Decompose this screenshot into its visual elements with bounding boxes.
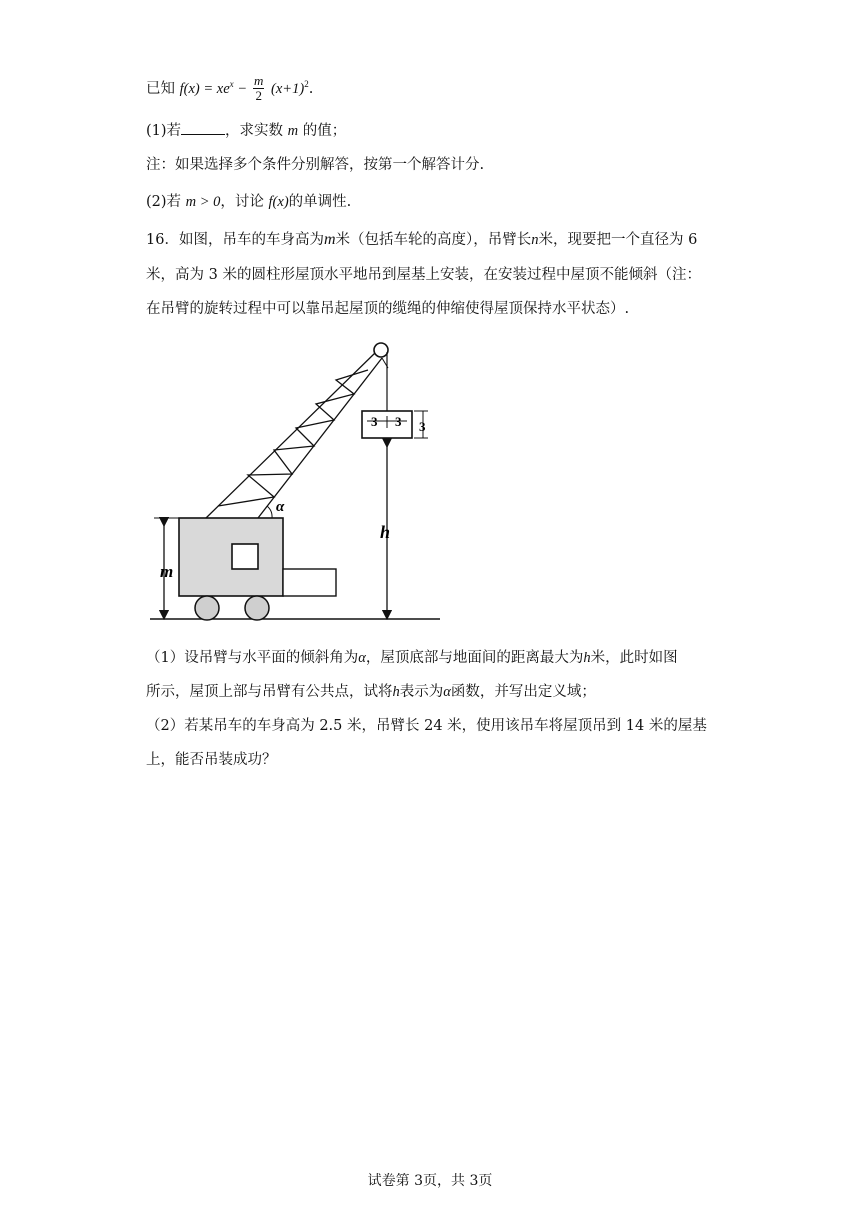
wheel-right [245, 596, 269, 620]
part2-end: 的单调性. [288, 194, 352, 210]
sub1-l2a: 所示，屋顶上部与吊臂有公共点，试将 [146, 684, 393, 700]
formula-minus: − [238, 80, 247, 97]
q15-note: 注：如果选择多个条件分别解答，按第一个解答计分. [146, 157, 485, 173]
part2-fx: f(x) [268, 194, 289, 210]
q16-line3: 在吊臂的旋转过程中可以靠吊起屋顶的缆绳的伸缩使得屋顶保持水平状态）. [146, 301, 630, 317]
page-footer: 试卷第 3页，共 3页 [367, 1173, 493, 1189]
sub1-h: h [583, 650, 591, 666]
sub1-b: ，屋顶底部与地面间的距离最大为 [365, 650, 584, 666]
formula-tail-sup: 2 [304, 79, 309, 89]
crane-window [232, 544, 258, 569]
answer-blank[interactable] [181, 120, 225, 135]
crane-bumper [283, 569, 336, 596]
frac-num: m [254, 73, 264, 89]
formula-sup: x [229, 79, 234, 89]
formula-fraction [253, 74, 264, 103]
intro-prefix: 已知 [146, 80, 175, 97]
q16-line1 [146, 230, 697, 250]
wheel-left [195, 596, 219, 620]
part2-cond: m > 0 [185, 194, 221, 210]
q16-l1c: 米，现要把一个直径为 6 [538, 232, 698, 248]
q16-m: m [323, 231, 336, 248]
q16-sub2-line2: 上，能否吊装成功？ [146, 752, 277, 768]
q16-l1b: 米（包括车轮的高度），吊臂长 [335, 232, 532, 248]
q16-sub1-line1 [146, 648, 678, 668]
sub1-l2b: 表示为 [399, 684, 444, 700]
q16-sub2-line1: （2）若某吊车的车身高为 2.5 米，吊臂长 24 米，使用该吊车将屋顶吊到 14 米的屋基 [146, 718, 707, 734]
sub1-c: 米，此时如图 [590, 650, 678, 666]
part1-suffix: ，求实数 [225, 123, 284, 139]
q15-intro [146, 74, 313, 103]
alpha-label: α [276, 499, 285, 515]
part2-mid: ，讨论 [220, 194, 264, 210]
q16-n: n [531, 232, 539, 248]
crane-body [179, 518, 283, 596]
q16-l1a: 16．如图，吊车的车身高为 [146, 232, 324, 248]
sub1-alpha: α [358, 650, 366, 666]
formula-end: . [308, 80, 314, 97]
alpha-arc [267, 506, 272, 518]
frac-den: 2 [255, 88, 262, 104]
part2-prefix: (2)若 [146, 194, 182, 210]
sub1-l2c: 函数，并写出定义域； [450, 684, 596, 700]
part1-end: 的值； [302, 123, 347, 139]
sub1-l2alpha: α [443, 684, 451, 700]
sub1-l2h: h [392, 684, 400, 700]
roof-dim-left: 3 [371, 414, 378, 429]
sub1-a: （1）设吊臂与水平面的倾斜角为 [146, 650, 359, 666]
q15-part1 [146, 120, 346, 141]
pulley [374, 343, 388, 357]
q16-sub1-line2 [146, 682, 596, 702]
side-dim-label: 3 [419, 419, 426, 434]
boom-truss [206, 352, 382, 518]
part1-var: m [287, 123, 299, 139]
h-label: h [380, 522, 391, 542]
m-label: m [160, 562, 174, 581]
roof-dim-right: 3 [395, 414, 402, 429]
crane-diagram [150, 338, 450, 628]
formula-tail: (x+1) [271, 80, 305, 97]
q15-part2 [146, 192, 351, 212]
part1-prefix: (1)若 [146, 123, 182, 139]
q16-line2: 米，高为 3 米的圆柱形屋顶水平地吊到屋基上安装，在安装过程中屋顶不能倾斜（注： [146, 267, 701, 283]
formula-lhs: f(x) = xe [179, 80, 230, 97]
